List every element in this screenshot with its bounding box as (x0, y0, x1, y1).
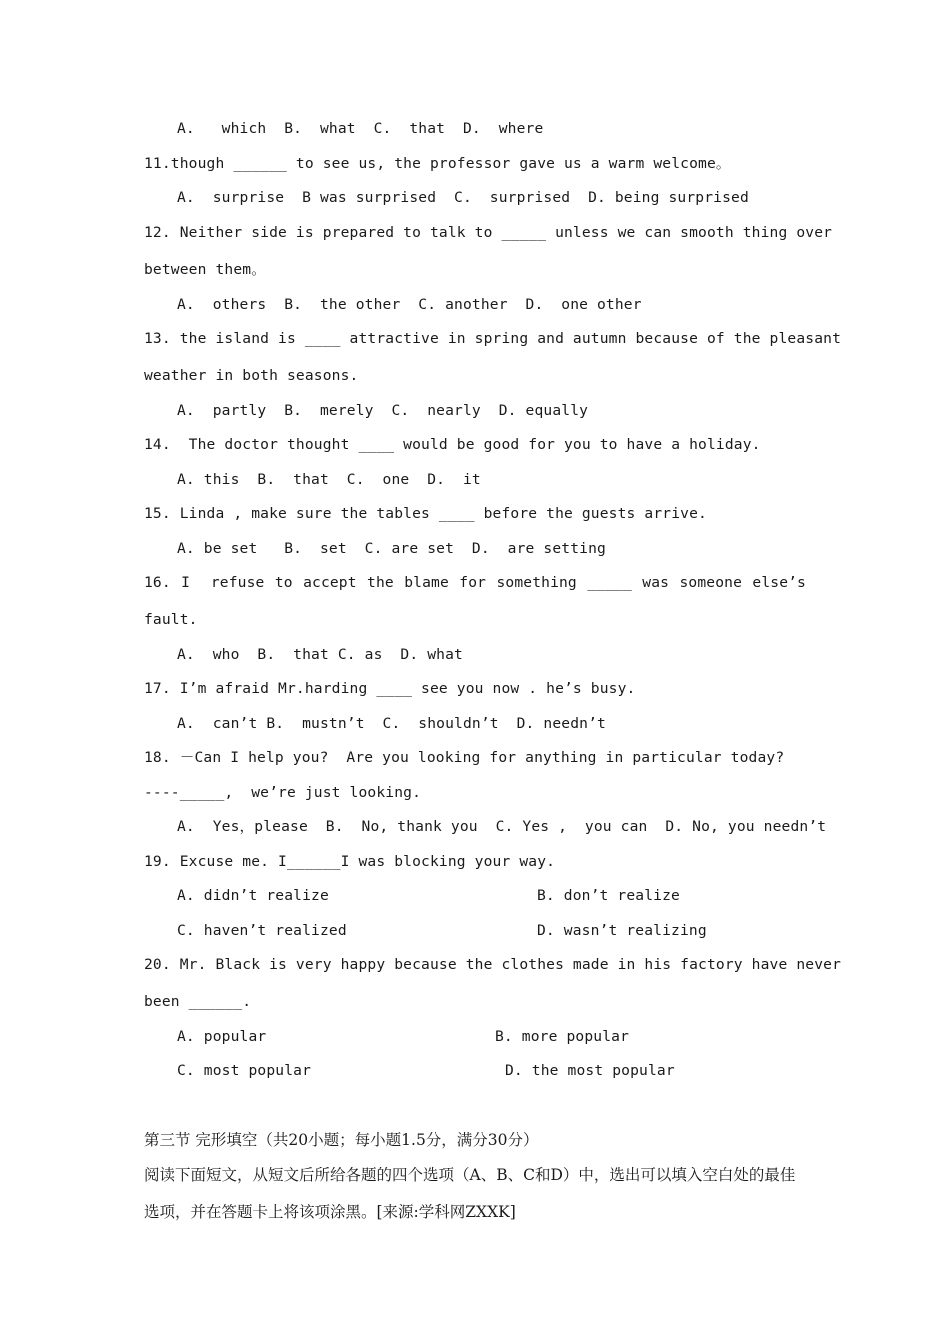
section3-instruction-line2: 选项，并在答题卡上将该项涂黑。[来源:学科网ZXXK] (144, 1203, 516, 1221)
q18-stem: 18. －Can I help you? Are you looking for anything in particular today? (144, 749, 785, 766)
q15-stem: 15. Linda , make sure the tables ____ before the guests arrive. (144, 505, 707, 522)
q20-option-a: A. popular (177, 1028, 267, 1045)
q19-option-c: C. haven’t realized (177, 922, 347, 939)
q10-options: A. which B. what C. that D. where (177, 120, 544, 137)
q13-options: A. partly B. merely C. nearly D. equally (177, 402, 589, 419)
q12-stem-cont: between them。 (144, 261, 266, 278)
q20-option-d: D. the most popular (505, 1062, 675, 1079)
section3-heading: 第三节 完形填空（共20小题；每小题1.5分，满分30分） (144, 1131, 539, 1149)
q15-options: A. be set B. set C. are set D. are setting (177, 540, 606, 557)
q13-stem-cont: weather in both seasons. (144, 367, 359, 384)
q20-stem-cont: been ______. (144, 993, 252, 1010)
q19-option-d: D. wasn’t realizing (537, 922, 707, 939)
q13-stem: 13. the island is ____ attractive in spring and autumn because of the pleasant (144, 330, 842, 347)
q20-option-c: C. most popular (177, 1062, 312, 1079)
q20-option-b: B. more popular (495, 1028, 630, 1045)
q18-stem-cont: ----_____, we’re just looking. (144, 784, 422, 801)
q11-options: A. surprise B was surprised C. surprised D. being surprised (177, 189, 749, 206)
q14-options: A. this B. that C. one D. it (177, 471, 481, 488)
q16-options: A. who B. that C. as D. what (177, 646, 463, 663)
q19-option-b: B. don’t realize (537, 887, 680, 904)
q18-options: A. Yes，please B. No, thank you C. Yes , you can D. No, you needn’t (177, 818, 827, 835)
q20-stem: 20. Mr. Black is very happy because the clothes made in his factory have never (144, 956, 842, 973)
q11-stem: 11.though ______ to see us, the professor gave us a warm welcome。 (144, 155, 731, 172)
q16-stem: 16. I refuse to accept the blame for something _____ was someone else’s (144, 574, 806, 591)
q14-stem: 14. The doctor thought ____ would be good for you to have a holiday. (144, 436, 761, 453)
q12-stem: 12. Neither side is prepared to talk to _____ unless we can smooth thing over (144, 224, 833, 241)
q16-stem-cont: fault. (144, 611, 198, 628)
section3-instruction-line1: 阅读下面短文，从短文后所给各题的四个选项（A、B、C和D）中，选出可以填入空白处的最佳 (144, 1166, 796, 1184)
q19-stem: 19. Excuse me. I______I was blocking your way. (144, 853, 556, 870)
q17-stem: 17. I’m afraid Mr.harding ____ see you now . he’s busy. (144, 680, 636, 697)
q19-option-a: A. didn’t realize (177, 887, 329, 904)
q17-options: A. can’t B. mustn’t C. shouldn’t D. needn’t (177, 715, 606, 732)
q12-options: A. others B. the other C. another D. one other (177, 296, 642, 313)
